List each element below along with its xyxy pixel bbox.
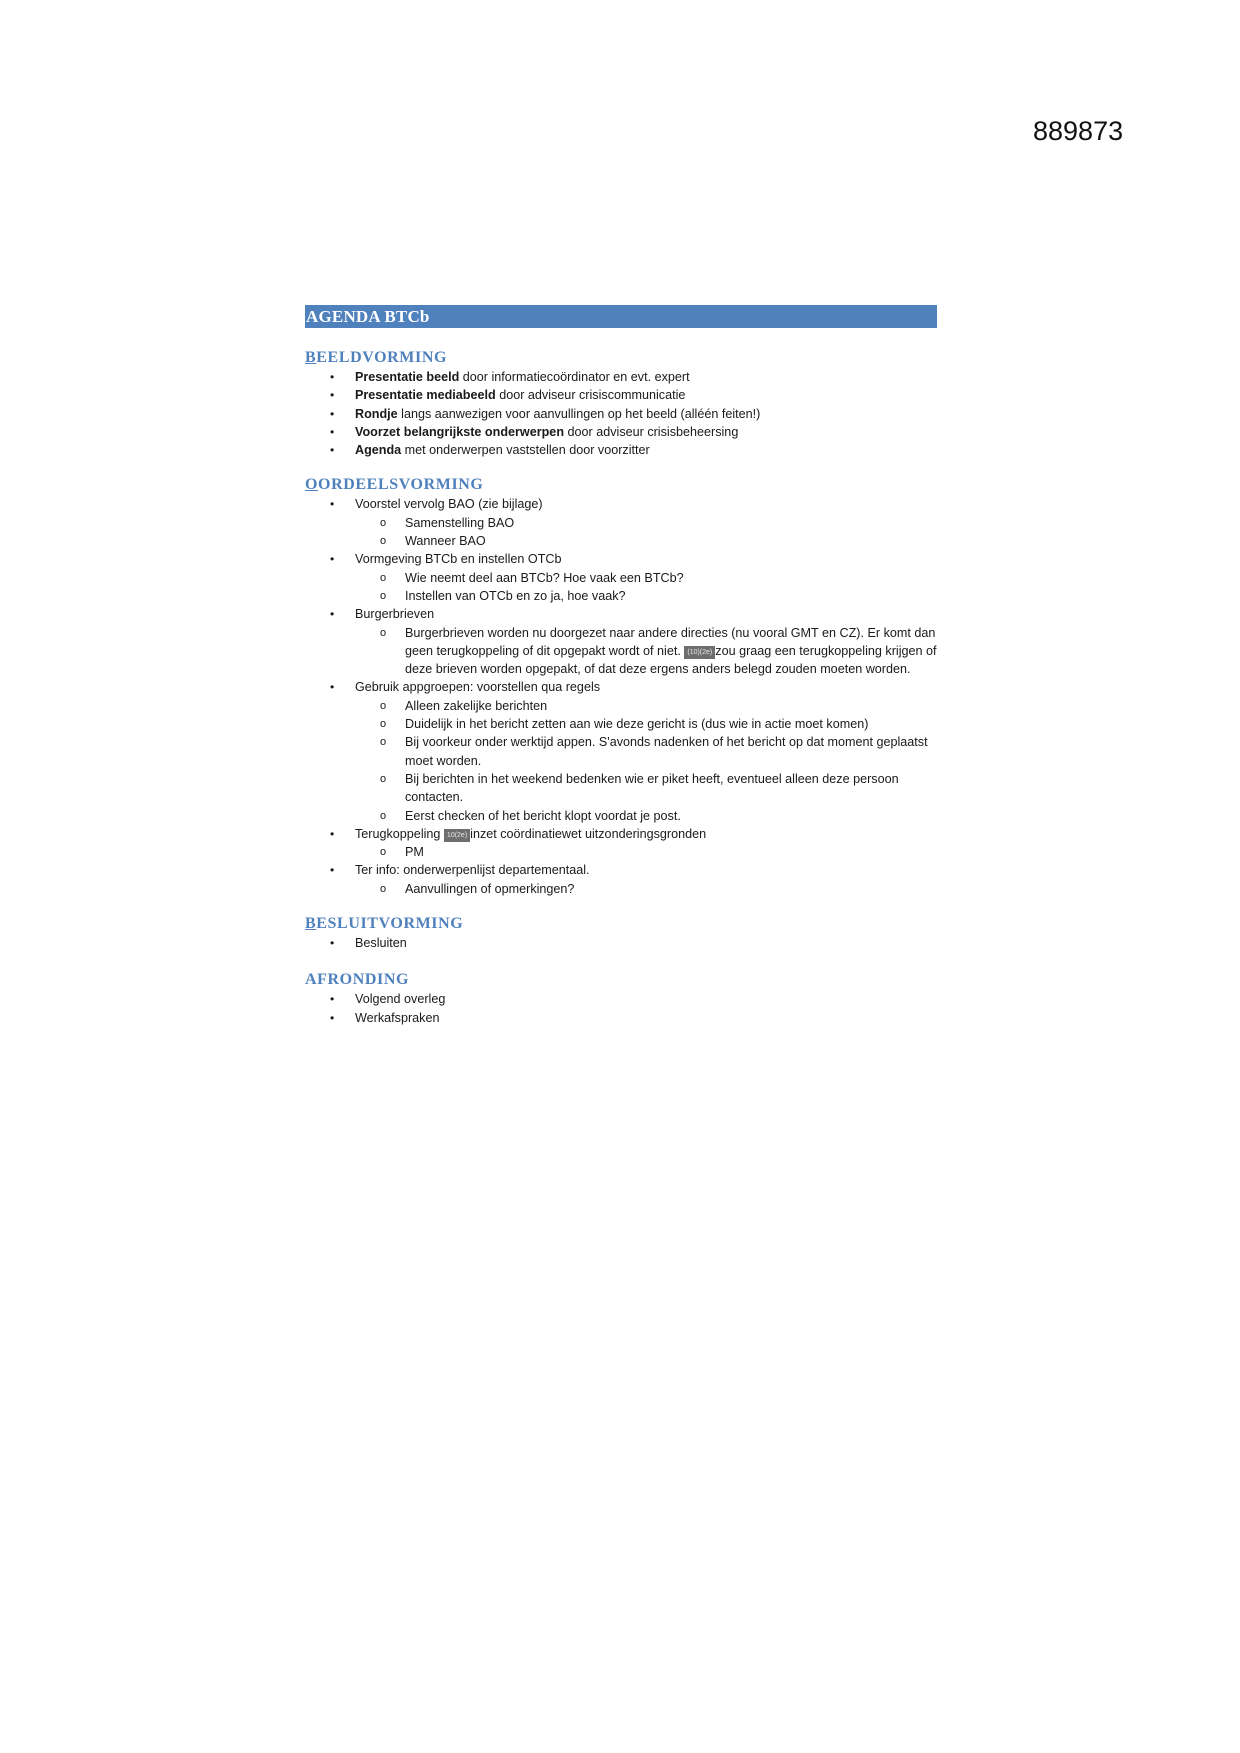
list-item: • Ter info: onderwerpenlijst departementaal. o Aanvullingen of opmerkingen? — [305, 861, 937, 898]
bullet-icon: • — [330, 388, 335, 403]
bullet-icon: • — [330, 826, 335, 841]
circle-bullet-icon: o — [380, 516, 387, 529]
bullet-icon: • — [330, 680, 335, 695]
circle-bullet-icon: o — [380, 772, 387, 785]
list-item: • Werkafspraken — [305, 1009, 937, 1027]
sub-list-item: o Aanvullingen of opmerkingen? — [355, 880, 937, 898]
heading-afronding: AFRONDING — [305, 971, 410, 989]
sub-list — [355, 843, 937, 861]
circle-bullet-icon: o — [380, 626, 387, 639]
besluitvorming-list — [305, 934, 937, 952]
bullet-icon: • — [330, 992, 335, 1007]
oordeelsvorming-list — [305, 495, 937, 898]
sub-list-item: o Burgerbrieven worden nu doorgezet naar andere directies (nu vooral GMT en CZ). Er komt dan geen terugkoppeling of dit opgepakt wordt of niet. (10)(2e) zou graag een terugkoppeling krijgen of deze brieven worden opgepakt, of dat deze ergens anders belegd zouden moeten worden. — [380, 625, 937, 677]
circle-bullet-icon: o — [380, 571, 387, 584]
circle-bullet-icon: o — [380, 809, 387, 822]
list-item: • Gebruik appgroepen: voorstellen qua regels o Alleen zakelijke berichten o Duidelijk in het bericht zetten aan wie deze gericht is (dus wie in actie moet komen) o Bij voorkeur onder werktijd appen. S'avonds nadenken of het bericht op dat moment geplaatst moet worden. o Bij berichten in het weekend bedenken wie er piket heeft, eventueel alleen deze persoon contacten. o Eerst checken of het bericht klopt voordat je post. — [305, 678, 937, 824]
sub-list — [355, 880, 937, 898]
circle-bullet-icon: o — [380, 736, 387, 749]
sub-list — [355, 624, 937, 679]
list-item: • Vormgeving BTCb en instellen OTCb o Wie neemt deel aan BTCb? Hoe vaak een BTCb? o Instellen van OTCb en zo ja, hoe vaak? — [305, 550, 937, 605]
bullet-icon: • — [330, 406, 335, 421]
bullet-icon: • — [330, 936, 335, 951]
list-item: • Voorzet belangrijkste onderwerpen door adviseur crisisbeheersing — [305, 423, 937, 441]
circle-bullet-icon: o — [380, 535, 387, 548]
sub-list-item: o Wanneer BAO — [355, 532, 937, 550]
bullet-icon: • — [330, 370, 335, 384]
circle-bullet-icon: o — [380, 699, 387, 712]
sub-list-item: o Wie neemt deel aan BTCb? Hoe vaak een BTCb? — [355, 569, 937, 587]
heading-beeldvorming: BEELDVORMING — [305, 349, 448, 366]
sub-list — [355, 697, 937, 825]
sub-list-item: o Alleen zakelijke berichten — [355, 697, 937, 715]
circle-bullet-icon: o — [380, 882, 387, 895]
list-item: • Besluiten — [305, 934, 937, 952]
sub-list-item: o Bij voorkeur onder werktijd appen. S'avonds nadenken of het bericht op dat moment geplaatst moet worden. — [380, 735, 928, 768]
circle-bullet-icon: o — [380, 718, 387, 731]
list-item: • Presentatie beeld door informatiecoördinator en evt. expert — [305, 368, 937, 386]
list-item: • Volgend overleg — [305, 990, 937, 1008]
document-id: 889873 — [1033, 116, 1124, 146]
sub-list-item: o Eerst checken of het bericht klopt voordat je post. — [355, 807, 937, 825]
bullet-icon: • — [330, 1010, 335, 1025]
agenda-title: AGENDA BTCb — [305, 305, 937, 328]
sub-list — [355, 569, 937, 606]
redaction-mark: 10(2e) — [444, 829, 470, 842]
list-item: • Burgerbrieven o Burgerbrieven worden nu doorgezet naar andere directies (nu vooral GMT en CZ). Er komt dan geen terugkoppeling of dit opgepakt wordt of niet. (10)(2e) zou graag een terugkoppeling krijgen of deze brieven worden opgepakt, of dat deze ergens anders belegd zouden moeten worden. — [305, 605, 937, 678]
agenda-content — [305, 305, 937, 1027]
sub-list-item: o Instellen van OTCb en zo ja, hoe vaak? — [355, 587, 937, 605]
list-item: • Rondje langs aanwezigen voor aanvullingen op het beeld (alléén feiten!) — [305, 405, 937, 423]
redaction-mark: (10)(2e) — [684, 646, 715, 659]
heading-oordeelsvorming: OORDEELSVORMING — [305, 476, 484, 494]
afronding-list — [305, 990, 937, 1027]
sub-list-item: o Bij berichten in het weekend bedenken wie er piket heeft, eventueel alleen deze persoon contacten. — [380, 771, 899, 805]
circle-bullet-icon: o — [380, 846, 387, 859]
bullet-icon: • — [330, 443, 335, 458]
list-item: • Terugkoppeling 10(2e) inzet coördinatiewet uitzonderingsgronden o PM — [305, 825, 937, 862]
beeldvorming-list — [305, 368, 937, 459]
list-item: • Presentatie mediabeeld door adviseur crisiscommunicatie — [305, 386, 937, 404]
bullet-icon: • — [330, 424, 335, 439]
list-item: • Agenda met onderwerpen vaststellen door voorzitter — [305, 441, 937, 459]
sub-list-item: o PM — [355, 843, 937, 861]
heading-besluitvorming: BESLUITVORMING — [305, 915, 464, 933]
list-item: • Voorstel vervolg BAO (zie bijlage) o Samenstelling BAO o Wanneer BAO — [305, 495, 937, 550]
sub-list — [355, 514, 937, 551]
bullet-icon: • — [330, 552, 335, 567]
circle-bullet-icon: o — [380, 589, 387, 602]
sub-list-item: o Samenstelling BAO — [355, 514, 937, 532]
bullet-icon: • — [330, 863, 335, 878]
bullet-icon: • — [330, 497, 335, 512]
sub-list-item: o Duidelijk in het bericht zetten aan wie deze gericht is (dus wie in actie moet komen) — [355, 715, 937, 733]
bullet-icon: • — [330, 607, 335, 622]
